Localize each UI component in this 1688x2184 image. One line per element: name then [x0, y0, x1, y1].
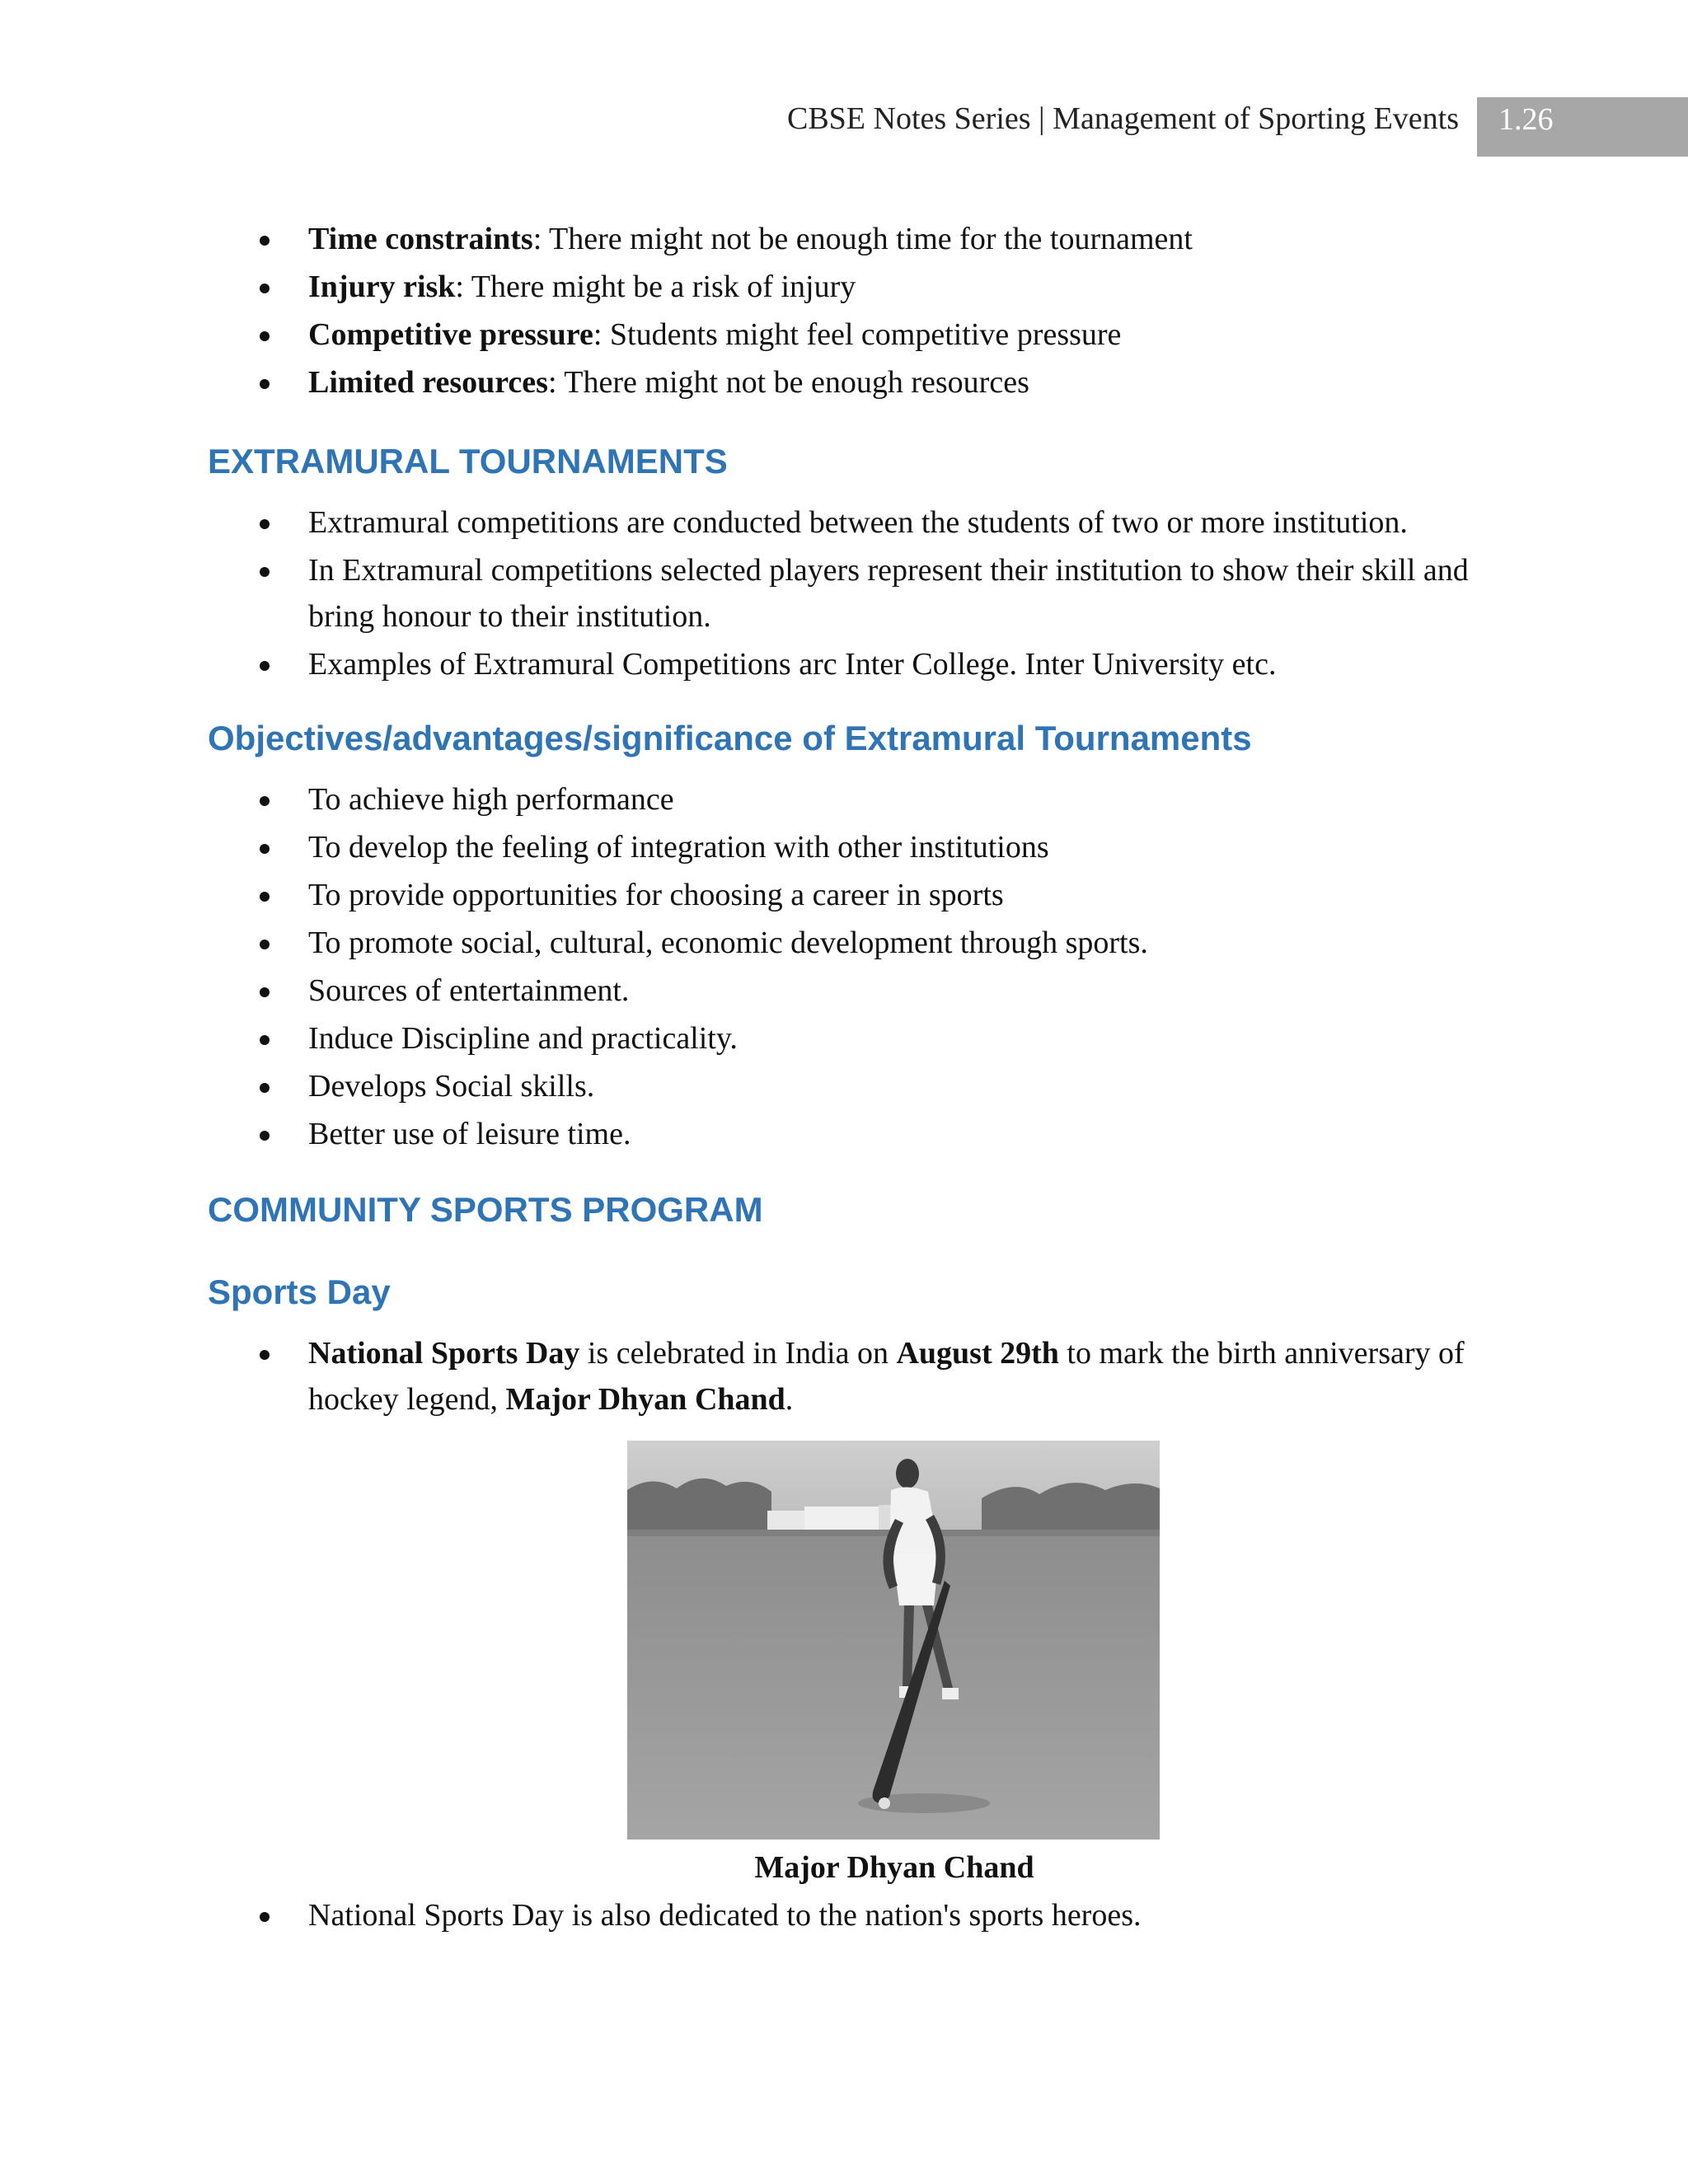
list-item-term: Competitive pressure — [308, 317, 593, 352]
list-item: To provide opportunities for choosing a career in sports — [208, 872, 1493, 918]
list-item-term: Injury risk — [308, 269, 456, 304]
list-item — [208, 359, 1493, 405]
section-heading-objectives: Objectives/advantages/significance of Extramural Tournaments — [208, 719, 1252, 757]
text: is celebrated in India on — [579, 1336, 897, 1371]
list-item: Induce Discipline and practicality. — [208, 1015, 1493, 1062]
text: to mark the birth anniversary of hockey legend, — [308, 1336, 1465, 1417]
list-item-text: : Students might feel competitive pressure — [593, 317, 1122, 352]
list-item-term: Time constraints — [308, 222, 533, 256]
bullet-list — [208, 1892, 1493, 1938]
section-heading-community: COMMUNITY SPORTS PROGRAM — [208, 1190, 763, 1229]
constraints-list — [208, 216, 1493, 405]
list-item-term: Limited resources — [308, 365, 548, 400]
header-title: CBSE Notes Series | Management of Sporting Events — [786, 101, 1459, 136]
bold-text: August 29th — [896, 1336, 1059, 1371]
list-item-text: : There might be a risk of injury — [455, 269, 856, 304]
list-item: National Sports Day is also dedicated to the nation's sports heroes. — [208, 1892, 1493, 1938]
sports-day-list-continued — [208, 1892, 1493, 1940]
list-item-text: : There might not be enough time for the tournament — [532, 222, 1193, 256]
list-item: Examples of Extramural Competitions arc Inter College. Inter University etc. — [208, 641, 1493, 687]
dhyan-chand-photo — [627, 1441, 1160, 1840]
objectives-list — [208, 776, 1493, 1157]
bold-text: Major Dhyan Chand — [505, 1382, 785, 1417]
hockey-player-illustration — [627, 1441, 1160, 1840]
section-heading-extramural: EXTRAMURAL TOURNAMENTS — [208, 442, 728, 480]
list-item: Sources of entertainment. — [208, 968, 1493, 1014]
photo-caption: Major Dhyan Chand — [754, 1850, 1034, 1885]
page-content — [208, 216, 1493, 1424]
page-number-badge: 1.26 — [1477, 97, 1688, 157]
list-item: To promote social, cultural, economic development through sports. — [208, 920, 1493, 966]
extramural-list — [208, 499, 1493, 687]
section-heading-sports-day: Sports Day — [208, 1272, 391, 1311]
list-item: Extramural competitions are conducted between the students of two or more institution. — [208, 499, 1493, 546]
list-item: In Extramural competitions selected players represent their institution to show their skill and bring honour to their institution. — [208, 547, 1493, 640]
list-item — [208, 312, 1493, 358]
list-item: To achieve high performance — [208, 776, 1493, 823]
sports-day-list — [208, 1330, 1493, 1422]
list-item: Develops Social skills. — [208, 1063, 1493, 1109]
list-item: To develop the feeling of integration with other institutions — [208, 824, 1493, 870]
list-item: Better use of leisure time. — [208, 1111, 1493, 1157]
text: . — [785, 1382, 794, 1417]
list-item — [208, 216, 1493, 262]
list-item-text: : There might not be enough resources — [547, 365, 1029, 400]
list-item — [208, 264, 1493, 310]
bold-text: National Sports Day — [308, 1336, 580, 1371]
list-item — [208, 1330, 1493, 1422]
